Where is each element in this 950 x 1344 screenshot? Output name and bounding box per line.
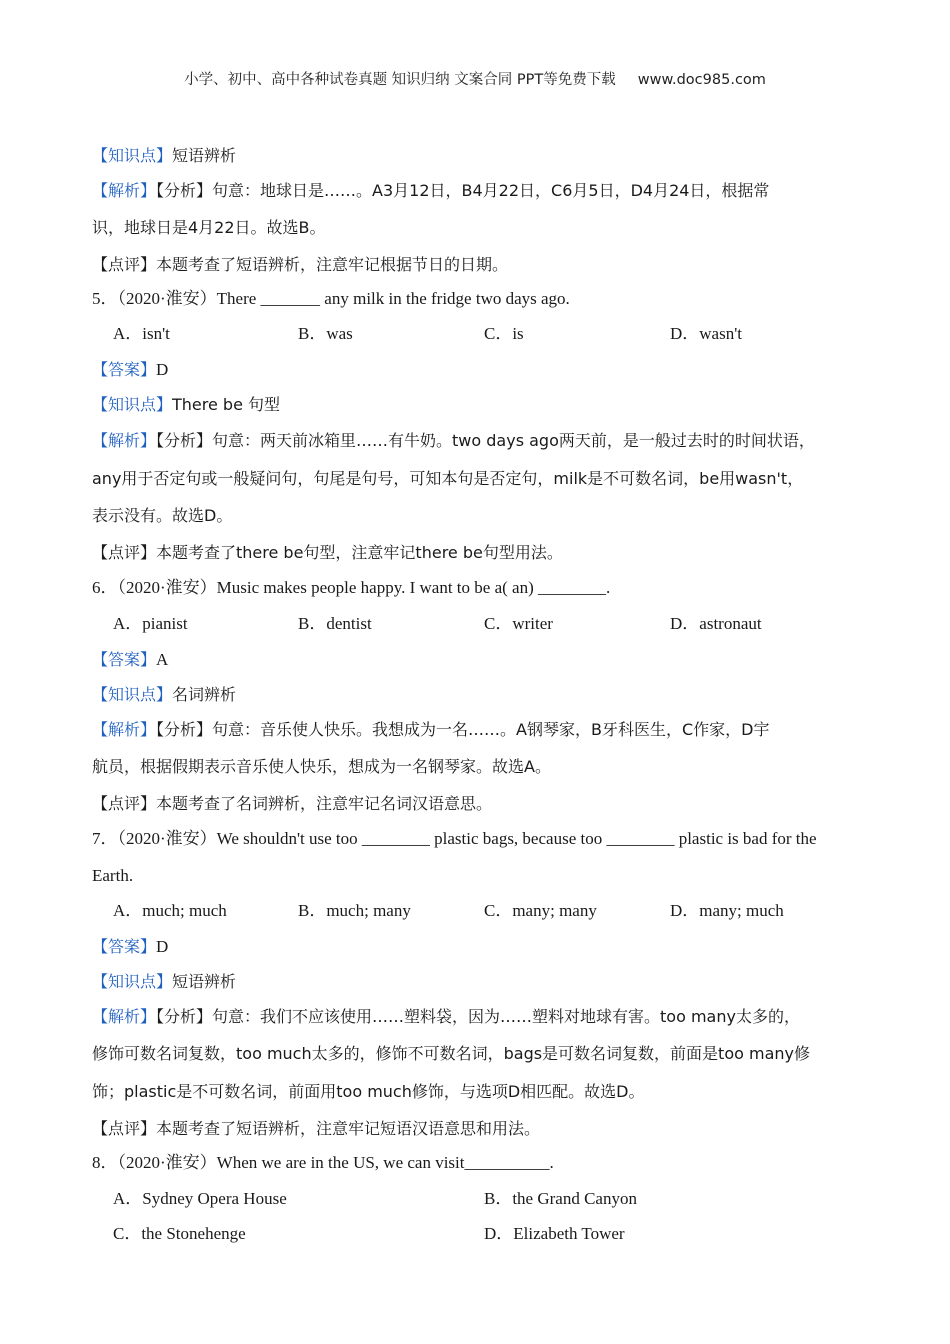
q6-analysis: 【解析】【分析】句意：音乐使人快乐。我想成为一名……。A钢琴家，B牙科医生，C作家，D宇 bbox=[92, 720, 770, 739]
q7-knowledge: 【知识点】短语辨析 bbox=[92, 972, 237, 991]
q7-analysis: 【解析】【分析】句意：我们不应该使用……塑料袋，因为……塑料对地球有害。too many太多的， bbox=[92, 1007, 800, 1026]
q8-option-a: A．Sydney Opera House bbox=[113, 1189, 287, 1208]
q5-analysis-cont: any用于否定句或一般疑问句，句尾是句号，可知本句是否定句，milk是不可数名词，be用wasn't， bbox=[92, 469, 804, 488]
q5-stem: 5．（2020·淮安）There _______ any milk in the fridge two days ago. bbox=[92, 289, 570, 308]
q5-answer: 【答案】D bbox=[92, 360, 169, 379]
q4-knowledge: 【知识点】短语辨析 bbox=[92, 146, 237, 165]
q8-option-b: B．the Grand Canyon bbox=[484, 1189, 637, 1208]
q7-stem: 7．（2020·淮安）We shouldn't use too ________ plastic bags, because too ________ plastic is bad for the bbox=[92, 829, 817, 848]
q7-analysis-cont2: 饰；plastic是不可数名词，前面用too much修饰，与选项D相匹配。故选D。 bbox=[92, 1082, 645, 1101]
q7-comment: 【点评】本题考查了短语辨析，注意牢记短语汉语意思和用法。 bbox=[92, 1119, 541, 1138]
q4-comment: 【点评】本题考查了短语辨析，注意牢记根据节日的日期。 bbox=[92, 255, 509, 274]
q5-comment: 【点评】本题考查了there be句型，注意牢记there be句型用法。 bbox=[92, 543, 563, 562]
q8-option-c: C．the Stonehenge bbox=[113, 1224, 246, 1243]
page-header bbox=[0, 68, 950, 89]
q7-option-b: B．much; many bbox=[298, 901, 411, 920]
q7-option-d: D．many; much bbox=[670, 901, 784, 920]
q7-stem-cont: Earth. bbox=[92, 866, 134, 885]
q7-answer: 【答案】D bbox=[92, 937, 169, 956]
q5-option-c: C．is bbox=[484, 324, 524, 343]
q8-option-d: D．Elizabeth Tower bbox=[484, 1224, 625, 1243]
q4-analysis: 【解析】【分析】句意：地球日是……。A3月12日，B4月22日，C6月5日，D4月24日，根据常 bbox=[92, 181, 770, 200]
q5-option-d: D．wasn't bbox=[670, 324, 743, 343]
q6-stem: 6．（2020·淮安）Music makes people happy. I want to be a( an) ________. bbox=[92, 578, 611, 597]
q6-option-a: A．pianist bbox=[113, 614, 188, 633]
q4-analysis-cont: 识，地球日是4月22日。故选B。 bbox=[92, 218, 326, 237]
q6-answer: 【答案】A bbox=[92, 650, 169, 669]
q7-analysis-cont: 修饰可数名词复数，too much太多的，修饰不可数名词，bags是可数名词复数，前面是too many修 bbox=[92, 1044, 810, 1063]
q7-option-c: C．many; many bbox=[484, 901, 597, 920]
q5-analysis-cont2: 表示没有。故选D。 bbox=[92, 506, 233, 525]
q6-analysis-cont: 航员，根据假期表示音乐使人快乐，想成为一名钢琴家。故选A。 bbox=[92, 757, 551, 776]
q5-analysis: 【解析】【分析】句意：两天前冰箱里……有牛奶。two days ago两天前，是一般过去时的时间状语， bbox=[92, 431, 815, 450]
q5-option-b: B．was bbox=[298, 324, 353, 343]
q5-knowledge: 【知识点】There be 句型 bbox=[92, 395, 281, 414]
q6-option-c: C．writer bbox=[484, 614, 553, 633]
header-text: 小学、初中、高中各种试卷真题 知识归纳 文案合同 PPT等免费下载 bbox=[184, 72, 616, 88]
q8-stem: 8．（2020·淮安）When we are in the US, we can visit__________. bbox=[92, 1153, 554, 1172]
q6-knowledge: 【知识点】名词辨析 bbox=[92, 685, 237, 704]
header-url[interactable]: www.doc985.com bbox=[637, 72, 766, 88]
q6-option-d: D．astronaut bbox=[670, 614, 762, 633]
q5-option-a: A．isn't bbox=[113, 324, 170, 343]
q7-option-a: A．much; much bbox=[113, 901, 227, 920]
q6-comment: 【点评】本题考查了名词辨析，注意牢记名词汉语意思。 bbox=[92, 794, 493, 813]
q6-option-b: B．dentist bbox=[298, 614, 372, 633]
